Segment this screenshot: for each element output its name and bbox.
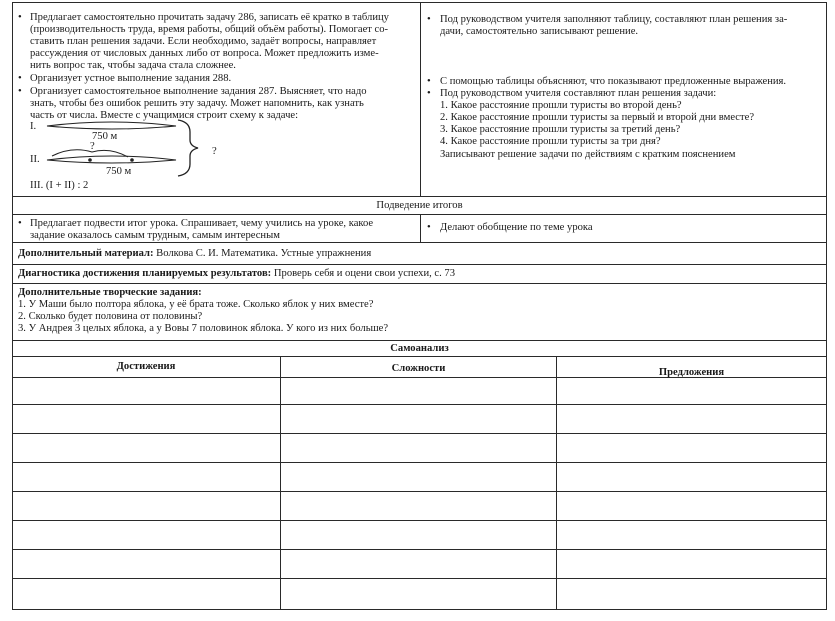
bullet-icon: • [427,88,431,99]
curly-brace [178,120,198,176]
tl-b1-line-2: (производительность труда, время работы, общий объём работы). Помогает со- [30,24,389,35]
tl-b1-line-4: рассуждения от числовых данных либо от вопроса. Может предложить изме- [30,48,379,59]
plan-item-4: 4. Какое расстояние прошли туристы за три дня? [440,136,661,147]
tl-b3-line-1: Организует самостоятельное выполнение задания 287. Выясняет, что надо [30,86,367,97]
diagram-dist-2: 750 м [106,166,132,177]
tl-b3-line-2: знать, чтобы без ошибок решить эту задачу. Может напомнить, как узнать [30,98,364,109]
column-difficulties: Сложности [391,363,446,374]
extra-material-value: Волкова С. И. Математика. Устные упражнения [153,248,372,259]
diagram-label-2: II. [30,154,40,165]
tl-b3-line-3: часть от числа. Вместе с учащимися строит схему к задаче: [30,110,299,121]
extra-material [18,248,371,260]
bullet-icon: • [427,76,431,87]
diagram-label-3: III. (I + II) : 2 [30,180,89,191]
diagram-question-small: ? [90,141,95,152]
bullet-icon: • [427,14,431,25]
summary-right: Делают обобщение по теме урока [440,222,593,233]
tr-b3: Под руководством учителя составляют план решения задачи: [440,88,717,99]
segment-1-arc [47,122,176,129]
tl-b1-line-5: нить вопрос так, чтобы задача стала сложнее. [30,60,236,71]
diagram-dist-1: 750 м [92,131,118,142]
segment-2-arc [47,156,176,163]
diagnostics [18,268,455,280]
tr-b1-line-1: Под руководством учителя заполняют таблицу, составляют план решения за- [440,14,788,25]
plan-item-3: 3. Какое расстояние прошли туристы за третий день? [440,124,681,135]
summary-left-line-1: Предлагает подвести итог урока. Спрашивает, чему учились на уроке, какое [30,218,374,229]
summary-header: Подведение итогов [376,200,463,211]
column-achievements: Достижения [116,361,176,372]
segment-2-mark-right [130,158,134,162]
distance-schema [0,0,420,196]
self-analysis-title: Самоанализ [390,343,449,354]
diagram-label-1: I. [30,121,37,132]
diagnostics-value: Проверь себя и оцени свои успехи, с. 73 [271,268,456,279]
plan-closing: Записывают решение задачи по действиям с кратким пояснением [440,149,736,160]
tl-b1-line-3: ставить план решения задачи. Если необходимо, задаёт вопросы, направляет [30,36,377,47]
creative-item-1: 1. У Маши было полтора яблока, у её брата тоже. Сколько яблок у них вместе? [18,299,374,310]
plan-item-1: 1. Какое расстояние прошли туристы во второй день? [440,100,682,111]
tr-b2: С помощью таблицы объясняют, что показывают предложенные выражения. [440,76,787,87]
tl-b1-line-1: Предлагает самостоятельно прочитать задачу 286, записать её кратко в таблицу [30,12,389,23]
diagram-question-big: ? [212,146,217,157]
column-suggestions: Предложения [658,367,725,378]
creative-label: Дополнительные творческие задания: [18,287,202,298]
plan-item-2: 2. Какое расстояние прошли туристы за первый и второй дни вместе? [440,112,755,123]
diagnostics-label: Диагностика достижения планируемых результатов: [18,268,272,279]
bullet-icon: • [18,86,22,97]
tr-b1-line-2: дачи, самостоятельно записывают решение. [440,26,639,37]
bullet-icon: • [18,12,22,23]
tl-b2: Организует устное выполнение задания 288. [30,73,232,84]
bullet-icon: • [18,218,22,229]
segment-2-mark-left [88,158,92,162]
bullet-icon: • [18,73,22,84]
creative-item-2: 2. Сколько будет половина от половины? [18,311,203,322]
extra-material-label: Дополнительный материал: [18,248,154,259]
summary-left-line-2: задание оказалось самым трудным, самым интересным [30,230,280,241]
bullet-icon: • [427,222,431,233]
creative-item-3: 3. У Андрея 3 целых яблока, а у Вовы 7 половинок яблока. У кого из них больше? [18,323,389,334]
